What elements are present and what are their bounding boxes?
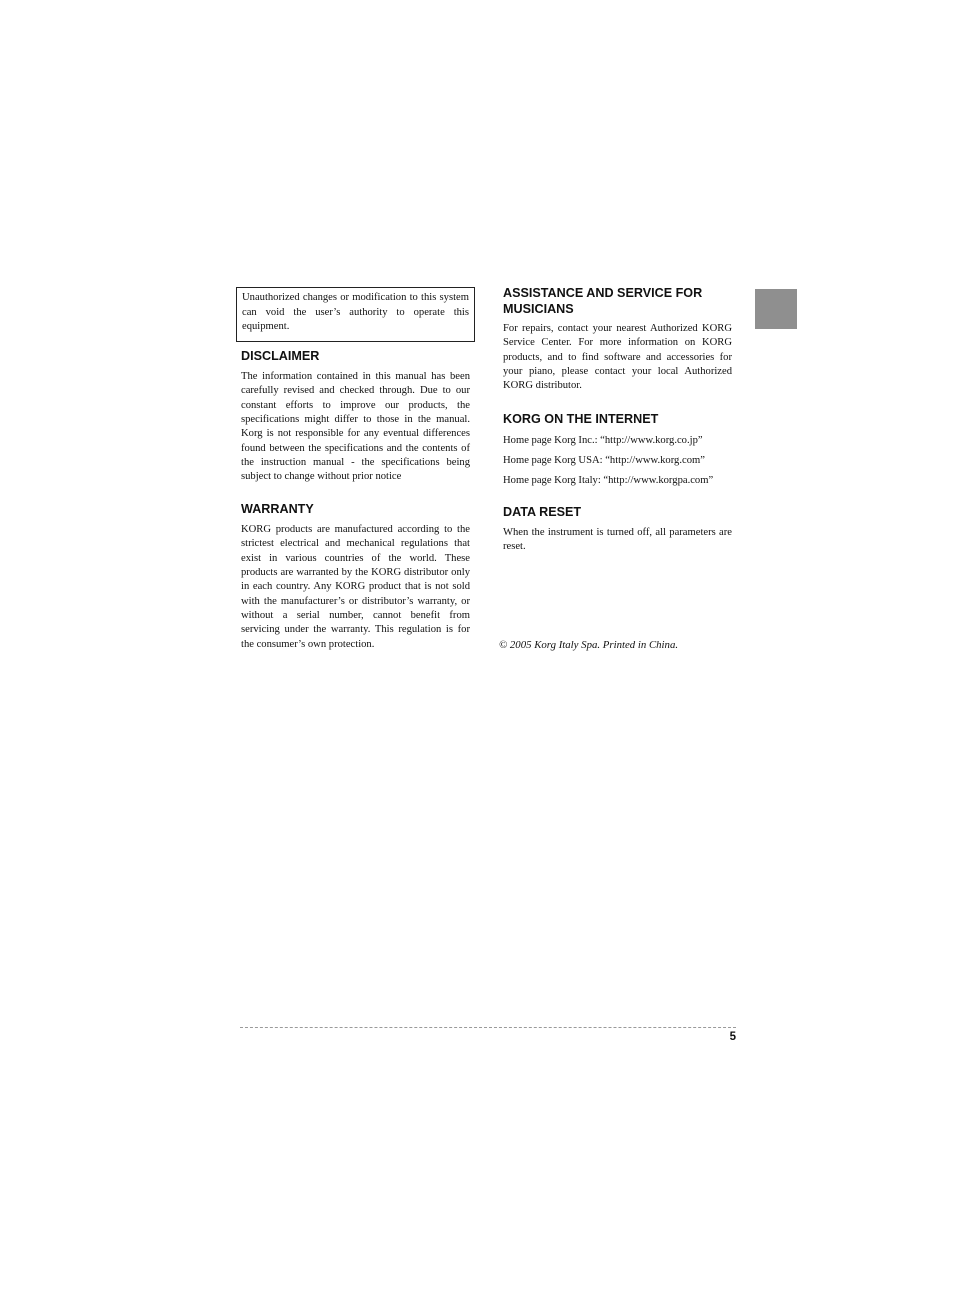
warranty-heading: WARRANTY — [241, 502, 314, 516]
assistance-section — [503, 285, 732, 394]
warranty-body: KORG products are manufactured according to the strictest electrical and mechanical regulations that exist in various countries of the world. These products are warranted by the KORG distributor only in each country. Any KORG product that is not sold with the manufacturer’s or distributor’s warranty, or without a serial number, cannot benefit from servicing under the warranty. This regulation is for the consumer’s own protection. — [241, 524, 470, 650]
internet-heading: KORG ON THE INTERNET — [503, 412, 659, 426]
notice-text: Unauthorized changes or modification to this system can void the user’s authority to operate this equipment. — [242, 292, 469, 332]
data-reset-heading: DATA RESET — [503, 505, 582, 519]
internet-section — [503, 411, 732, 488]
data-reset-section — [503, 504, 732, 555]
page-number: 5 — [729, 1031, 736, 1043]
notice-box — [236, 287, 475, 342]
footer-divider — [240, 1027, 736, 1028]
disclaimer-heading: DISCLAIMER — [241, 349, 320, 363]
disclaimer-body: The information contained in this manual has been carefully revised and checked through. Due to our constant efforts to improve our products, the specifications might differ to those in the manual. Korg is not responsible for any eventual differences found between the specifications and the contents of the instruction manual - the specifications being subject to change without prior notice — [241, 371, 470, 483]
internet-line-korg-inc: Home page Korg Inc.: “http://www.korg.co.jp” — [503, 435, 703, 446]
internet-line-korg-usa: Home page Korg USA: “http://www.korg.com” — [503, 454, 705, 466]
warranty-section — [241, 501, 470, 652]
disclaimer-section — [241, 348, 470, 485]
assistance-heading: ASSISTANCE AND SERVICE FOR MUSICIANS — [503, 286, 703, 316]
copyright-line: © 2005 Korg Italy Spa. Printed in China. — [499, 639, 679, 651]
assistance-body: For repairs, contact your nearest Authorized KORG Service Center. For more information on KORG products, and to find software and accessories for your piano, please contact your local Authorized KORG distributor. — [503, 323, 732, 392]
data-reset-body: When the instrument is turned off, all parameters are reset. — [503, 527, 732, 553]
section-tab-marker — [755, 289, 797, 329]
internet-line-korg-italy: Home page Korg Italy: “http://www.korgpa.com” — [503, 474, 714, 486]
